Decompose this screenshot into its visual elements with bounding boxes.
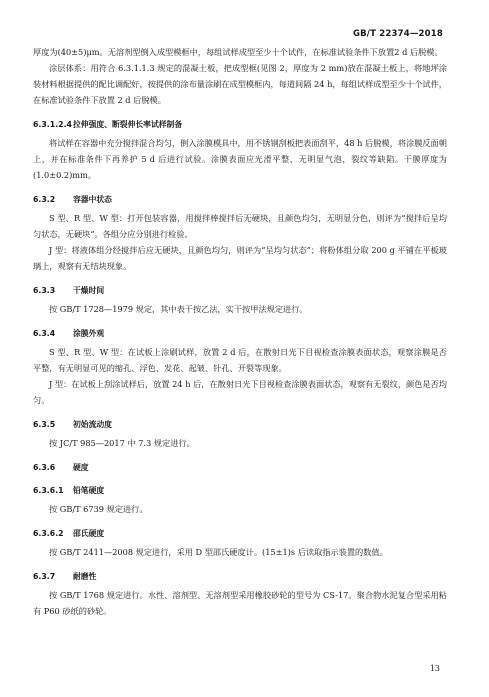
section-title: 硬度 <box>73 463 89 472</box>
section-title: 邵氏硬度 <box>73 529 105 538</box>
section-heading <box>33 485 447 497</box>
section-heading <box>33 328 447 340</box>
standard-code: GB/T 22374—2018 <box>352 29 443 39</box>
section-number: 6.3.1.2.4 <box>33 120 72 129</box>
section-number: 6.3.5 <box>33 420 56 429</box>
section-title: 拉伸强度、断裂伸长率试样制备 <box>73 120 183 129</box>
paragraph: 按 GB/T 2411—2008 规定进行，采用 D 型邵氏硬度计。(15±1)s 后读取指示装置的数值。 <box>49 547 388 557</box>
paragraph: 按 GB/T 1728—1979 规定，其中表干按乙法，实干按甲法规定进行。 <box>49 304 308 314</box>
paragraph: 涂层体系：用符合 6.3.1.1.3 规定的混凝土板，把成型框(见图 2，厚度为 2 mm)放在混凝土板上，将地坪涂装材料根据提供的配比调配好，按提供的涂布量涂刷在成型模框内，每道间隔 24 h，每组试样成型至少十个试件，在标准试验条件下放置 2 d 后脱模。 <box>33 63 447 105</box>
paragraph: 按 GB/T 1768 规定进行。水性、溶剂型、无溶剂型采用橡胶砂轮的型号为 CS-17。聚合物水泥复合型采用粘有 P60 砂纸的砂轮。 <box>33 590 447 616</box>
section-heading <box>33 462 447 474</box>
section-heading <box>33 528 447 540</box>
section-title: 干燥时间 <box>73 286 105 295</box>
paragraph: J 型：在试板上刮涂试样后，放置 24 h 后，在散射日光下目视检查涂膜表面状态，观察有无裂纹，颜色是否均匀。 <box>33 379 447 405</box>
section-number: 6.3.6 <box>33 463 56 472</box>
section-heading <box>33 285 447 297</box>
section-number: 6.3.4 <box>33 329 56 338</box>
paragraph: J 型：将液体组分经搅拌后应无硬块，且颜色均匀，则评为“呈均匀状态”；将粉体组分取 200 g 平铺在平板玻璃上，观察有无结块现象。 <box>33 245 447 271</box>
document-body <box>33 44 447 619</box>
section-number: 6.3.2 <box>33 195 56 204</box>
section-heading <box>33 419 447 431</box>
page-number: 13 <box>429 664 440 673</box>
section-title: 涂膜外观 <box>73 329 105 338</box>
paragraph: S 型、R 型、W 型：打开包装容器，用搅拌棒搅拌后无硬块，且颜色均匀，无明显分色，则评为“搅拌后呈均匀状态，无硬块”。各组分应分别进行检验。 <box>33 213 447 239</box>
section-heading <box>33 119 447 131</box>
paragraph: 按 JC/T 985—2017 中 7.3 规定进行。 <box>49 438 195 448</box>
section-number: 6.3.6.1 <box>33 486 64 495</box>
section-title: 容器中状态 <box>73 195 112 204</box>
paragraph: 按 GB/T 6739 规定进行。 <box>49 504 148 514</box>
paragraph: S 型、R 型、W 型：在试板上涂刷试样，放置 2 d 后，在散射日光下目视检查涂膜表面状态，观察涂膜是否平整，有无明显可见的缩孔、浮色、发花、起皱、针孔、开裂等现象。 <box>33 347 447 373</box>
section-number: 6.3.3 <box>33 286 56 295</box>
section-title: 耐磨性 <box>73 572 97 581</box>
paragraph: 将试样在容器中充分搅拌混合均匀，倒入涂膜模具中，用不锈钢刮板把表面刮平，48 h 后脱模，将涂膜反面朝上，并在标准条件下再养护 5 d 后进行试验。涂膜表面应光滑平整、无明显气泡，裂纹等缺陷。干膜厚度为(1.0±0.2)mm。 <box>33 138 447 180</box>
paragraph: 厚度为(40±5)μm。无溶剂型倒入成型模框中，每组试样成型至少十个试件，在标准试验条件下放置2 d 后脱模。 <box>33 47 443 57</box>
section-number: 6.3.6.2 <box>33 529 64 538</box>
section-number: 6.3.7 <box>33 572 56 581</box>
section-title: 铅笔硬度 <box>73 486 105 495</box>
section-title: 初始流动度 <box>73 420 112 429</box>
section-heading <box>33 194 447 206</box>
section-heading <box>33 571 447 583</box>
